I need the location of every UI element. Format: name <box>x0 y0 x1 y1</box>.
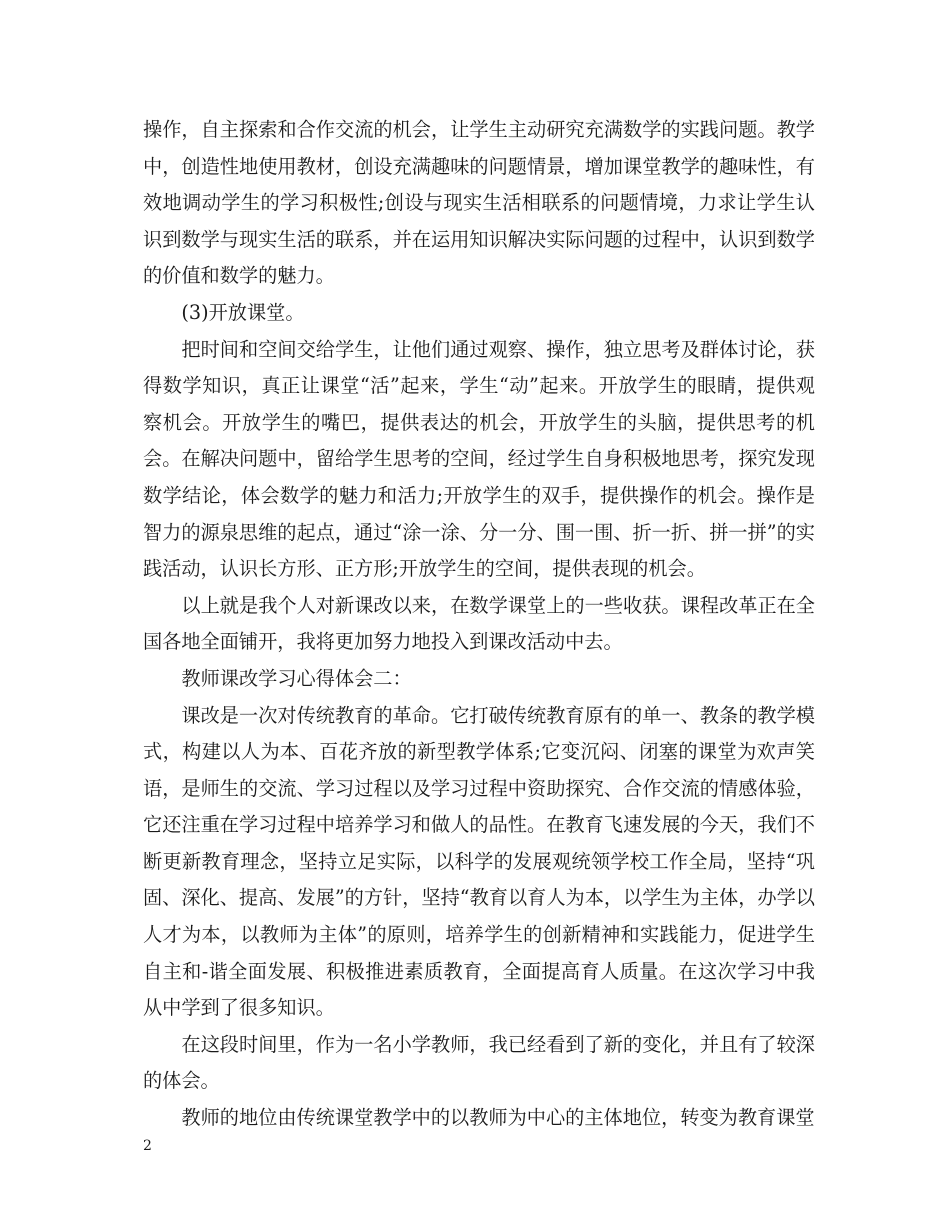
paragraph: 把时间和空间交给学生，让他们通过观察、操作，独立思考及群体讨论，获得数学知识，真正让课堂“活”起来，学生“动”起来。开放学生的眼睛，提供观察机会。开放学生的嘴巴，提供表达的机会，开放学生的头脑，提供思考的机会。在解决问题中，留给学生思考的空间，经过学生自身积极地思考，探究发现数学结论，体会数学的魅力和活力;开放学生的双手，提供操作的机会。操作是智力的源泉思维的起点，通过“涂一涂、分一分、围一围、折一折、拼一拼”的实践活动，认识长方形、正方形;开放学生的空间，提供表现的机会。 <box>143 337 815 581</box>
paragraph: 操作，自主探索和合作交流的机会，让学生主动研究充满数学的实践问题。教学中，创造性地使用教材，创设充满趣味的问题情景，增加课堂教学的趣味性，有效地调动学生的学习积极性;创设与现实生活相联系的问题情境，力求让学生认识到数学与现实生活的联系，并在运用知识解决实际问题的过程中，认识到数学的价值和数学的魅力。 <box>143 118 815 288</box>
section-heading: 教师课改学习心得体会二： <box>181 666 412 690</box>
paragraph-heading-open-classroom: (3)开放课堂。 <box>181 300 305 324</box>
paragraph: 课改是一次对传统教育的革命。它打破传统教育原有的单一、教条的教学模式，构建以人为本、百花齐放的新型教学体系;它变沉闷、闭塞的课堂为欢声笑语，是师生的交流、学习过程以及学习过程中资助探究、合作交流的情感体验，它还注重在学习过程中培养学习和做人的品性。在教育飞速发展的今天，我们不断更新教育理念，坚持立足实际，以科学的发展观统领学校工作全局，坚持“巩固、深化、提高、发展”的方针，坚持“教育以育人为本，以学生为主体，办学以人才为本，以教师为主体”的原则，培养学生的创新精神和实践能力，促进学生自主和-谐全面发展、积极推进素质教育，全面提高育人质量。在这次学习中我从中学到了很多知识。 <box>143 703 815 1020</box>
document-body <box>143 112 815 1137</box>
paragraph: 以上就是我个人对新课改以来，在数学课堂上的一些收获。课程改革正在全国各地全面铺开，我将更加努力地投入到课改活动中去。 <box>143 593 815 654</box>
page-number: 2 <box>143 1138 152 1154</box>
paragraph: 在这段时间里，作为一名小学教师，我已经看到了新的变化，并且有了较深的体会。 <box>143 1032 815 1093</box>
paragraph: 教师的地位由传统课堂教学中的以教师为中心的主体地位，转变为教育课堂 <box>181 1106 815 1130</box>
